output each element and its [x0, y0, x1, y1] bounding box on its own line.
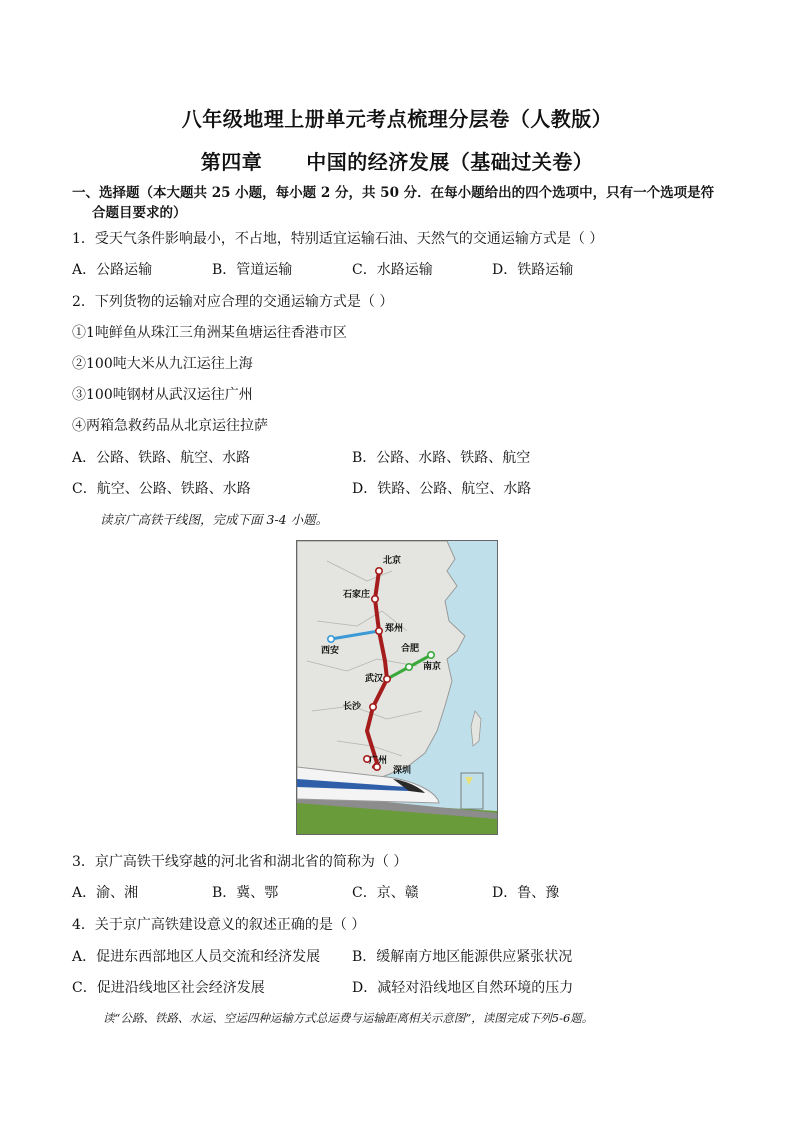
city-label-nanjing: 南京 — [423, 662, 442, 672]
question-2-option-c[interactable]: C．航空、公路、铁路、水路 — [72, 481, 251, 497]
question-1-option-d[interactable]: D．铁路运输 — [492, 262, 574, 278]
station-dot-changsha — [370, 704, 376, 710]
map-figure — [297, 541, 497, 834]
section-heading-cont: 合题目要求的） — [92, 205, 187, 221]
question-2-option-a[interactable]: A．公路、铁路、航空、水路 — [72, 450, 251, 466]
question-2-item-4: ④两箱急救药品从北京运往拉萨 — [72, 418, 268, 434]
city-label-beijing: 北京 — [383, 556, 402, 566]
question-1-option-b[interactable]: B．管道运输 — [212, 262, 293, 278]
chapter-subtitle: 中国的经济发展（基础过关卷） — [306, 150, 594, 174]
station-dot-beijing — [376, 568, 382, 574]
taiwan-island — [471, 711, 481, 746]
station-dot-wuhan — [384, 676, 390, 682]
reading-note-2: 读“公路、铁路、水运、空运四种运输方式总运费与运输距离相关示意图”，读图完成下列5-6题。 — [103, 1011, 594, 1025]
city-label-hefei: 合肥 — [401, 644, 420, 654]
question-4-option-c[interactable]: C．促进沿线地区社会经济发展 — [72, 980, 265, 996]
reading-note-1: 读京广高铁干线图，完成下面 3-4 小题。 — [100, 512, 329, 527]
city-label-wuhan: 武汉 — [365, 674, 384, 684]
question-3-option-a[interactable]: A．渝、湘 — [72, 885, 139, 901]
city-label-shijiazhuang: 石家庄 — [343, 590, 371, 600]
station-dot-xian — [328, 636, 334, 642]
station-dot-shijiazhuang — [372, 596, 378, 602]
station-dot-zhengzhou — [376, 628, 382, 634]
question-3-option-c[interactable]: C．京、赣 — [352, 885, 419, 901]
question-1-option-a[interactable]: A．公路运输 — [72, 262, 153, 278]
section-heading: 一、选择题（本大题共 25 小题，每小题 2 分，共 50 分．在每小题给出的四个选项中，只有一个选项是符 — [72, 185, 715, 201]
question-4-option-b[interactable]: B．缓解南方地区能源供应紧张状况 — [352, 949, 573, 965]
question-1-stem: 1．受天气条件影响最小，不占地，特别适宜运输石油、天然气的交通运输方式是（ ） — [72, 231, 604, 247]
city-label-xian: 西安 — [321, 646, 340, 656]
page-title: 八年级地理上册单元考点梳理分层卷（人教版） — [181, 107, 613, 131]
city-label-shenzhen: 深圳 — [393, 766, 412, 776]
question-2-item-1: ①1吨鲜鱼从珠江三角洲某鱼塘运往香港市区 — [72, 325, 347, 341]
question-3-stem: 3．京广高铁干线穿越的河北省和湖北省的简称为（ ） — [72, 854, 408, 870]
chapter-title — [0, 146, 794, 175]
beijing-guangzhou-railway-map — [296, 540, 498, 835]
question-3-option-b[interactable]: B．冀、鄂 — [212, 885, 279, 901]
question-2-stem: 2．下列货物的运输对应合理的交通运输方式是（ ） — [72, 294, 394, 310]
question-4-stem: 4．关于京广高铁建设意义的叙述正确的是（ ） — [72, 917, 366, 933]
station-dot-nanjing — [428, 652, 434, 658]
question-2-item-3: ③100吨钢材从武汉运往广州 — [72, 387, 253, 403]
question-4-option-a[interactable]: A．促进东西部地区人员交流和经济发展 — [72, 949, 321, 965]
city-label-changsha: 长沙 — [343, 702, 362, 712]
question-1-option-c[interactable]: C．水路运输 — [352, 262, 433, 278]
city-label-guangzhou: 广州 — [369, 756, 388, 766]
question-2-option-b[interactable]: B．公路、水路、铁路、航空 — [352, 450, 531, 466]
city-label-zhengzhou: 郑州 — [385, 624, 404, 634]
question-3-option-d[interactable]: D．鲁、豫 — [492, 885, 560, 901]
station-dot-hefei — [406, 664, 412, 670]
question-2-option-d[interactable]: D．铁路、公路、航空、水路 — [352, 481, 532, 497]
question-4-option-d[interactable]: D．减轻对沿线地区自然环境的压力 — [352, 980, 574, 996]
chapter-number: 第四章 — [200, 150, 263, 174]
question-2-item-2: ②100吨大米从九江运往上海 — [72, 356, 253, 372]
